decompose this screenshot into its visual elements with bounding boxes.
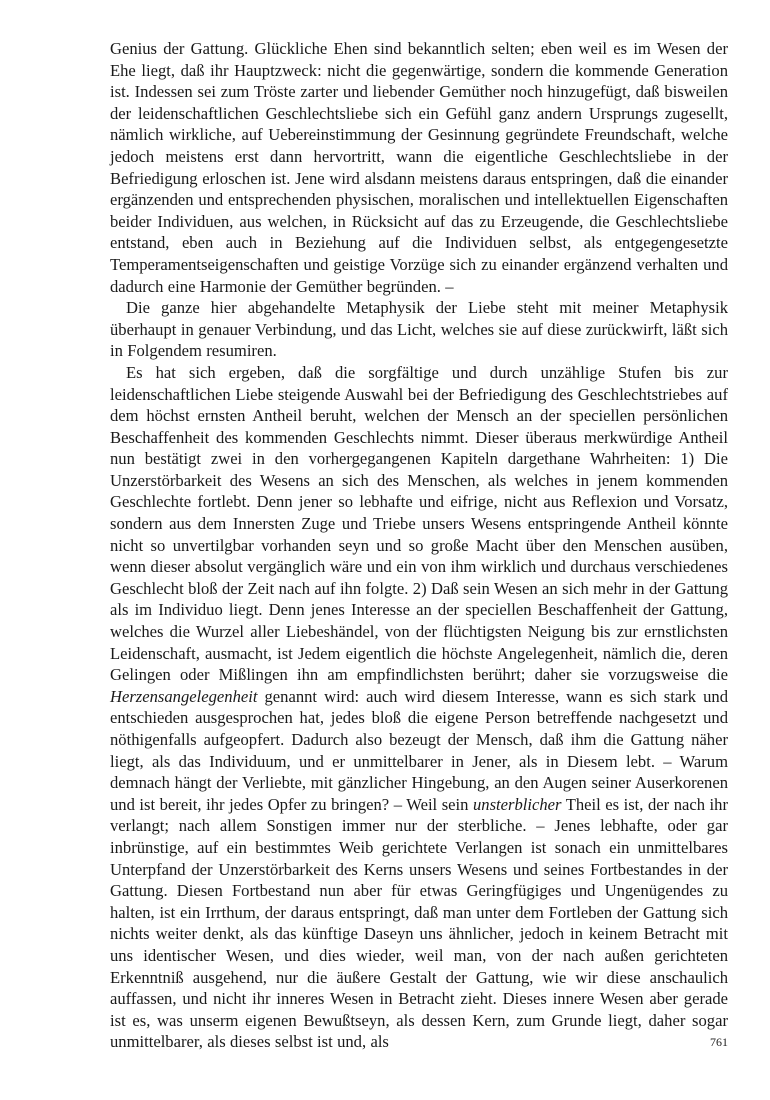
paragraph-3 <box>110 362 728 1053</box>
book-page-body <box>110 38 728 1053</box>
emphasis-unsterblicher: unsterblicher <box>472 794 562 814</box>
emphasis-herzensangelegenheit: Herzensangelegenheit <box>110 686 258 706</box>
paragraph-2-text: Die ganze hier abgehandelte Metaphysik der Liebe steht mit meiner Metaphysik überhaupt in genauer Verbindung, und das Licht, welches sie auf diese zurückwirft, läßt sich in Folgendem resumiren. <box>110 298 728 361</box>
paragraph-1-text: Genius der Gattung. Glückliche Ehen sind bekanntlich selten; eben weil es im Wesen der Ehe liegt, daß ihr Hauptzweck: nicht die gegenwärtige, sondern die kommende Generation ist. Indessen sei zum Tröste zarter und liebender Gemüther noch hinzugefügt, daß bisweilen der leidenschaftlichen Geschlechtsliebe sich ein Gefühl ganz andern Ursprungs zugesellt, nämlich wirkliche, auf Uebereinstimmung der Gesinnung gegründete Freundschaft, welche jedoch meistens erst dann hervortritt, wann die eigentliche Geschlechtsliebe in der Befriedigung erloschen ist. Jene wird alsdann meistens daraus entspringen, daß die einander ergänzenden und entsprechenden physischen, moralischen und intellektuellen Eigenschaften beider Individuen, aus welchen, in Rücksicht auf das zu Erzeugende, die Geschlechtsliebe entstand, eben auch in Beziehung auf die Individuen selbst, als entgegengesetzte Temperamentseigenschaften und geistige Vorzüge sich zu einander ergänzend verhalten und dadurch eine Harmonie der Gemüther begründen. – <box>110 39 728 296</box>
paragraph-2 <box>110 297 728 362</box>
paragraph-3-text-c: Theil es ist, der nach ihr verlangt; nach allem Sonstigen immer nur der sterbliche. – Jenes lebhafte, oder gar inbrünstige, auf ein bestimmtes Weib gerichtete Verlangen ist sonach ein unmittelbares Unterpfand der Unzerstörbarkeit des Kerns unsers Wesens und seines Fortbestandes in der Gattung. Diesen Fortbestand nun aber für etwas Geringfügiges und Ungenügendes zu halten, ist ein Irrthum, der daraus entspringt, daß man unter dem Fortleben der Gattung sich nichts weiter denkt, als das künftige Daseyn uns ähnlicher, jedoch in keinem Betracht mit uns identischer Wesen, und dies wieder, weil man, von der nach außen gerichteten Erkenntniß ausgehend, nur die äußere Gestalt der Gattung, wie wir diese anschaulich auffassen, und nicht ihr inneres Wesen in Betracht zieht. Dieses innere Wesen aber gerade ist es, was unserm eigenen Bewußtseyn, als dessen Kern, zum Grunde liegt, daher sogar unmittelbarer, als dieses selbst ist und, als <box>110 794 728 1052</box>
paragraph-1 <box>110 38 728 297</box>
page-number: 761 <box>710 1035 728 1049</box>
paragraph-3-text-a: Es hat sich ergeben, daß die sorgfältige und durch unzählige Stufen bis zur leidenschaftlichen Liebe steigende Auswahl bei der Befriedigung des Geschlechtstriebes auf dem höchst ernsten Antheil beruht, welchen der Mensch an der speciellen persönlichen Beschaffenheit des kommenden Geschlechts nimmt. Dieser überaus merkwürdige Antheil nun bestätigt zwei in den vorhergegangenen Kapiteln dargethane Wahrheiten: 1) Die Unzerstörbarkeit des Wesens an sich des Menschen, als welches in jenem kommenden Geschlechte fortlebt. Denn jener so lebhafte und eifrige, nicht aus Reflexion und Vorsatz, sondern aus dem Innersten Zuge und Triebe unsers Wesens entspringende Antheil könnte nicht so unvertilgbar vorhanden seyn und so große Macht über den Menschen ausüben, wenn dieser absolut vergänglich wäre und ein von ihm wirklich und durchaus verschiedenes Geschlecht bloß der Zeit nach auf ihn folgte. 2) Daß sein Wesen an sich mehr in der Gattung als im Individuo liegt. Denn jenes Interesse an der speciellen Beschaffenheit der Gattung, welches die Wurzel aller Liebeshändel, von der flüchtigsten Neigung bis zur ernstlichsten Leidenschaft, ausmacht, ist Jedem eigentlich die höchste Angelegenheit, nämlich die, deren Gelingen oder Mißlingen ihn am empfindlichsten berührt; daher sie vorzugsweise die <box>110 362 728 685</box>
paragraph-3-text-b: genannt wird: auch wird diesem Interesse, wann es sich stark und entschieden ausgesprochen hat, jedes bloß die eigene Person betreffende nachgesetzt und nöthigenfalls aufgeopfert. Dadurch also bezeugt der Mensch, daß ihm die Gattung näher liegt, als das Individuum, und er unmittelbarer in Jener, als in Diesem lebt. – Warum demnach hängt der Verliebte, mit gänzlicher Hingebung, an den Augen seiner Auserkorenen und ist bereit, ihr jedes Opfer zu bringen? – Weil sein <box>110 686 728 814</box>
